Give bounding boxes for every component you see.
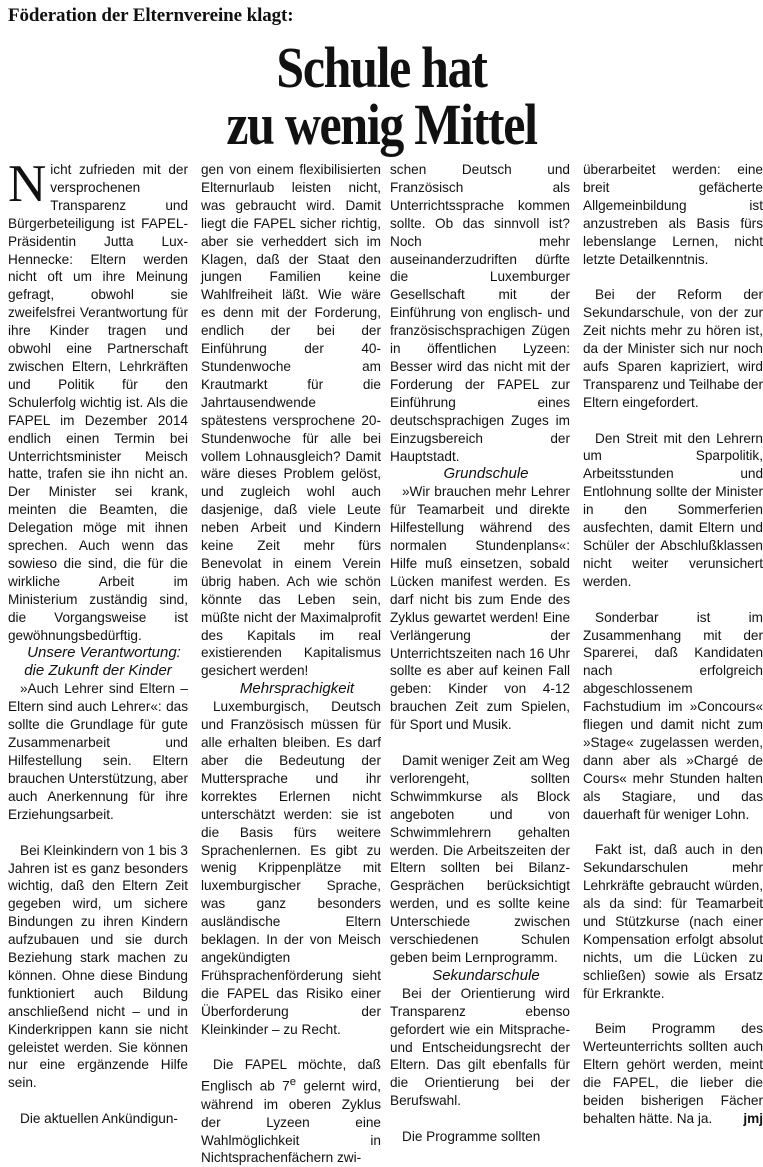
kicker: Föderation der Elternvereine klagt: xyxy=(8,5,294,26)
paragraph: Fakt ist, daß auch in den Sekundarschulen mehr Lehrkräfte gebraucht würden, als da sind: für Teamarbeit und Stützkurse (nach einer Kompensation erfolgt absolut nichts, um die Lücken zu schließen) sowie als Ersatz für Erkrankte. xyxy=(583,842,763,1001)
article-column-3 xyxy=(390,161,570,1146)
paragraph: schen Deutsch und Französisch als Unterrichtssprache kommen sollte. Ob das sinnvoll ist? Noch mehr auseinanderzudriften dürfte die Luxemburger Gesellschaft mit der Einführung von englisch- und französischsprachigen Zügen in öffentlichen Lyzeen: Besser wird das nicht mit der Forderung der FAPEL zur Einführung eines deutschsprachigen Zuges im Einzugsbereich der Hauptstadt. xyxy=(390,162,570,464)
paragraph: Den Streit mit den Lehrern um Sparpolitik, Arbeitsstunden und Entlohnung sollte der Minister in den Sommerferien ausfechten, damit Eltern und Schüler der Abschlußklassen nicht weiter verunsichert werden. xyxy=(583,430,763,589)
article-column-1 xyxy=(8,155,188,1128)
paragraph: »Wir brauchen mehr Lehrer für Teamarbeit und direkte Hilfestellung während des normalen Stundenplans«: Hilfe muß einsetzen, sobald Lücken manifest werden. Es darf nicht bis zum Ende des Zyklus gewartet werden! Eine Verlängerung der Unterrichtszeiten nach 16 Uhr sollte es aber auf keinen Fall geben: Kinder von 4-12 brauchen Zeit zum Spielen, für Sport und Musik. xyxy=(390,484,570,733)
paragraph-text: icht zufrieden mit der versprochenen Transparenz und Bürgerbeteiligung ist FAPEL-Präsidentin Jutta Lux-Hennecke: Eltern werden nicht oft um ihre Meinung gefragt, obwohl sie zweifelsfrei Verantwortung für ihre Kinder tragen und obwohl eine Partnerschaft zwischen Eltern, Lehrkräften und Politik für den Schulerfolg wichtig ist. Als die FAPEL im Dezember 2014 endlich einen Termin bei Unterrichtsminister Meisch hatte, trafen sie ihn nicht an. Der Minister sei krank, meinten die Beamten, die Delegation möge mit ihnen sprechen. Auch wenn das sowieso die sind, die für die wirkliche Arbeit im Ministerium zuständig sind, die Vorgangsweise ist gewöhnungsbedürftig. xyxy=(8,162,188,643)
subheading: Mehrsprachigkeit xyxy=(239,680,355,698)
paragraph: Die aktuellen Ankündigun- xyxy=(20,1111,178,1127)
subheading: Sekundarschule xyxy=(432,966,540,984)
drop-cap: N xyxy=(8,155,47,213)
paragraph: gen von einem flexibilisierten Elternurlaub leisten nicht, was gebraucht wird. Damit liegt die FAPEL sicher richtig, aber sie verheddert sich im Klagen, daß der Staat den jungen Familien keine Wahlfreiheit läßt. Wie wäre es denn mit der Forderung, endlich der bei der Einführung der 40-Stundenwoche am Krautmarkt für die Jahrtausendwende spätestens versprochene 20-Stundenwoche für alle bei vollem Lohnausgleich? Damit wäre dieses Problem gelöst, und zugleich wohl auch dasjenige, daß viele Leute neben Arbeit und Kindern keine Zeit mehr fürs Benevolat in einem Verein übrig haben. Ach wie schön könnte das Leben sein, müßte nicht der Maximalprofit des Kapitals im real existierenden Kapitalismus gesichert werden! xyxy=(201,162,381,679)
paragraph: Luxemburgisch, Deutsch und Französisch müssen für alle erhalten bleiben. Es darf aber die Bedeutung der Muttersprache und ihr korrektes Erlernen nicht unterschätzt werden: sie ist die Basis fürs weitere Sprachenlernen. Es gibt zu wenig Krippenplätze mit luxemburgischer Sprache, was ganz besonders ausländische Eltern beklagen. In der von Meisch angekündigten Frühsprachenförderung sieht die FAPEL das Risiko einer Überforderung der Kleinkinder – zu Recht. xyxy=(201,699,381,1037)
paragraph: Bei der Reform der Sekundarschule, von der zur Zeit nichts mehr zu hören ist, da der Minister sich nur noch aufs Sparen kapriziert, wird Transparenz und Teilhabe der Eltern eingefordert. xyxy=(583,287,763,410)
subheading: Grundschule xyxy=(443,465,529,483)
paragraph: Bei Kleinkindern von 1 bis 3 Jahren ist es ganz besonders wichtig, daß den Eltern Zeit gegeben wird, um sichere Bindungen zu ihren Kindern aufzubauen und sie durch Beziehung stark machen zu können. Ohne diese Bindung funktioniert auch Bildung anschließend nicht – und in Kinderkrippen kann sie nicht geleistet werden. Sie können nur eine ergänzende Hilfe sein. xyxy=(8,842,188,1091)
paragraph xyxy=(201,1056,381,1167)
paragraph: Bei der Orientierung wird Transparenz ebenso gefordert wie ein Mitsprache- und Entscheidungsrecht der Eltern. Das gilt ebenfalls für die Orientierung bei der Berufswahl. xyxy=(390,985,570,1109)
headline-line-2: zu wenig Mittel xyxy=(226,92,537,157)
paragraph-text: Die FAPEL möchte, daß Englisch ab 7 xyxy=(201,1057,381,1094)
author-signature: jmj xyxy=(743,1110,763,1126)
paragraph: Beim Programm des Werteunterrichts sollten auch Eltern gehört werden, meint die FAPEL, die lieber die beiden bisherigen Fächer behalten hätte. Na ja. xyxy=(583,1021,763,1126)
superscript: e xyxy=(289,1076,297,1089)
paragraph-text: gelernt wird, während im oberen Zyklus der Lyzeen eine Wahlmöglichkeit in Nichtsprachenfächern zwi- xyxy=(201,1078,381,1166)
paragraph xyxy=(8,155,188,644)
paragraph: Damit weniger Zeit am Weg verlorengeht, sollten Schwimmkurse als Block angeboten und von Schwimmlehrern gehalten werden. Die Arbeitszeiten der Eltern sollten bei Bilanz-Gesprächen berücksichtigt werden, und es sollte keine Unterschiede zwischen verschiedenen Schulen geben beim Lernprogramm. xyxy=(390,752,570,965)
paragraph: »Auch Lehrer sind Eltern – Eltern sind auch Lehrer«: das sollte die Grundlage für gute Zusammenarbeit und Hilfestellung sein. Eltern brauchen Unterstützung, aber auch Anerkennung für ihre Erziehungsarbeit. xyxy=(8,681,188,822)
paragraph: überarbeitet werden: eine breit gefächerte Allgemeinbildung ist anzustreben als Basis fürs lebenslange Lernen, nicht letzte Detailkenntnis. xyxy=(583,162,763,267)
headline-line-1: Schule hat xyxy=(276,35,487,100)
article-column-2 xyxy=(201,161,381,1167)
subheading: Unsere Verantwortung: die Zukunft der Kinder xyxy=(24,644,181,680)
paragraph: Die Programme sollten xyxy=(402,1129,541,1145)
paragraph: Sonderbar ist im Zusammenhang mit der Sparerei, daß Kandidaten nach erfolgreich abgeschlossenem Fachstudium im »Concours« fliegen und damit nicht zum »Stage« zugelassen werden, dann aber als »Chargé de Cours« mehr Stunden halten als Stagiare, und das dauerhaft für weniger Lohn. xyxy=(583,609,763,822)
article-column-4 xyxy=(583,161,763,1128)
